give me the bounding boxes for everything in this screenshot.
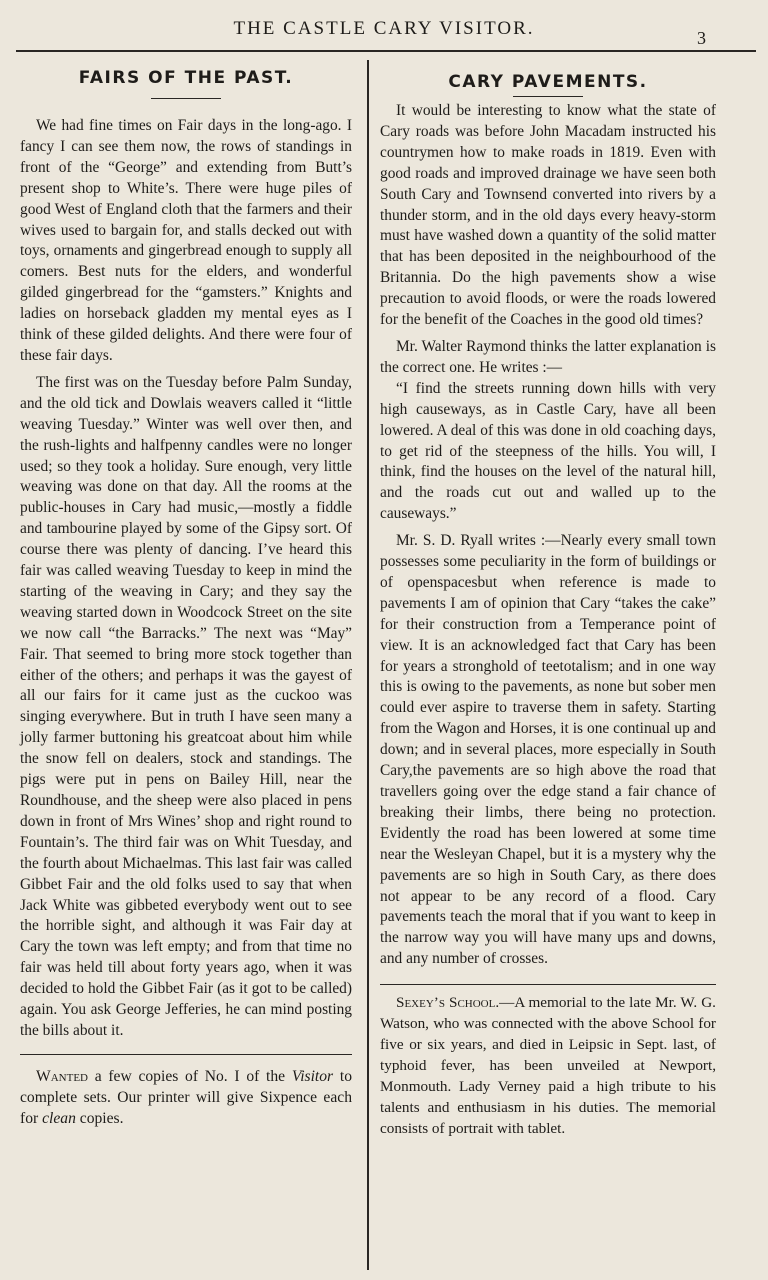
title-underline [513,96,583,97]
title-underline [151,98,221,99]
column-divider [367,60,369,1270]
article-title-fairs: FAIRS OF THE PAST. [78,68,294,88]
masthead-title: THE CASTLE CARY VISITOR. [233,18,535,39]
article-title-pavements: CARY PAVEMENTS. [448,72,648,92]
wanted-emphasis: clean [42,1109,76,1127]
wanted-text-3: copies. [75,1109,124,1127]
wanted-lead: Wanted [36,1067,88,1085]
wanted-publication: Visitor [291,1067,334,1085]
wanted-text-1: a few copies of No. I of the [88,1067,292,1085]
wanted-notice [20,1067,352,1130]
section-divider [380,984,716,985]
pavements-quote: “I find the streets running down hills with very high causeways, as in Castle Cary, have all been lowered. A deal of this was done in old coaching days, to get rid of the steepness of the hills. You will, I think, find the houses on the level of the natural hill, and the roads cut out and walled up to the causeways.” [380,379,716,523]
fairs-paragraph-2: The first was on the Tuesday before Palm Sunday, and the old tick and Dowlais weavers called it “little weaving Tuesday.” Winter was well over then, and the rush-lights and halfpenny candles were no longer used; so they took a holiday. Sure enough, very little weaving was done on that day. All the rooms at the public-houses in Cary had music,—mostly a fiddle and tambourine played by some of the Gipsy sort. Of course there was plenty of dancing. I’ve heard this fair was called weaving Tuesday to keep in mind the starting of the weaving in Cary; and they say the weaving started down in Woodcock Street on the site we now call “the Barracks.” The next was “May” Fair. That seemed to bring more stock together than either of the others; and perhaps it was the gayest of all our fairs for it came just as the cuckoo was singing everywhere. But in truth I have seen many a jolly farmer buttoning his greatcoat about him while the snow fell on dealers, stock and standings. The pigs were put in pens on Bailey Hill, near the Roundhouse, and the sheep were also placed in pens down in front of Mrs Wines’ shop and right round to Fountain’s. The third fair was on Whit Tuesday, and the fourth about Michaelmas. This last fair was called Gibbet Fair and the old folks used to say that when Jack White was gibbeted everybody went out to see the horrible sight, and although it was Fair day at Cary the town was left empty; and from that time no fair was held till about forty years ago, when it was decided to hold the Gibbet Fair (as it got to be called) again. You ask George Jefferies, he can mind posting the bills about it. [20,373,352,1039]
wanted-text-2: to complete sets. Our printer will give Sixpence each for [20,1067,352,1127]
school-notice [380,993,716,1139]
fairs-paragraph-1: We had fine times on Fair days in the long-ago. I fancy I can see them now, the rows of standings in front of the “George” and extending from Butt’s present shop to White’s. There were huge piles of good West of England cloth that the farmers and their wives used to bargain for, and stalls decked out with toys, ornaments and gingerbread enough to supply all comers. Best nuts for the elders, and wonderful gilded gingerbread for the “gamsters.” Knights and ladies on horseback gladden my mental eyes as I think of these gilded delights. And there were four of these fair days. [20,117,352,364]
school-lead: Sexey’s School. [396,994,500,1012]
pavements-paragraph-2: Mr. Walter Raymond thinks the latter explanation is the correct one. He writes :— [380,337,716,376]
right-column [380,64,716,1140]
section-divider [20,1054,352,1055]
left-column [20,64,352,1130]
page-number: 3 [697,28,706,48]
school-text: —A memorial to the late Mr. W. G. Watson, who was connected with the above School for five or six years, and died in Leipsic in Sept. last, of typhoid fever, has been unveiled at Newport, Monmouth. Lady Verney paid a high tribute to his talents and enthusiasm in his duties. The memorial consists of portrait with tablet. [380,994,716,1137]
pavements-paragraph-1: It would be interesting to know what the state of Cary roads was before John Macadam instructed his countrymen how to make roads in 1819. Even with good roads and improved drainage we have seen both South Cary and Townsend converted into rivers by a thunder storm, and in the old days every heavy-storm must have washed down a quantity of the solid matter that has been deposited in the neighbourhood of the Britannia. Do the high pavements show a wise precaution to avoid floods, or were the roads lowered for the benefit of the Coaches in the good old times? [380,102,716,329]
pavements-paragraph-4: Mr. S. D. Ryall writes :—Nearly every small town possesses some peculiarity in the form of buildings or of openspacesbut when reference is made to pavements I am of opinion that Cary “takes the cake” for their construction from a Temperance point of view. It is an acknowledged fact that Cary has been for years a stronghold of teetotalism; and in one way this is owing to the pavements, as none but sober men could ever aspire to traverse them in safety. Starting from the Wagon and Horses, it is one continual up and down; and in several places, more especially in South Cary,the pavements are so high above the road that travellers going over the edge stand a fair chance of breaking their limbs, there being no protection. Evidently the road has been lowered at some time near the Wesleyan Chapel, but it is a mystery why the pavements are so high in South Cary, as there does not appear to be any record of a flood. Cary pavements teach the moral that if you want to keep in the narrow way you will have many ups and downs, and any number of crosses. [380,532,716,968]
header-rule [16,50,756,52]
